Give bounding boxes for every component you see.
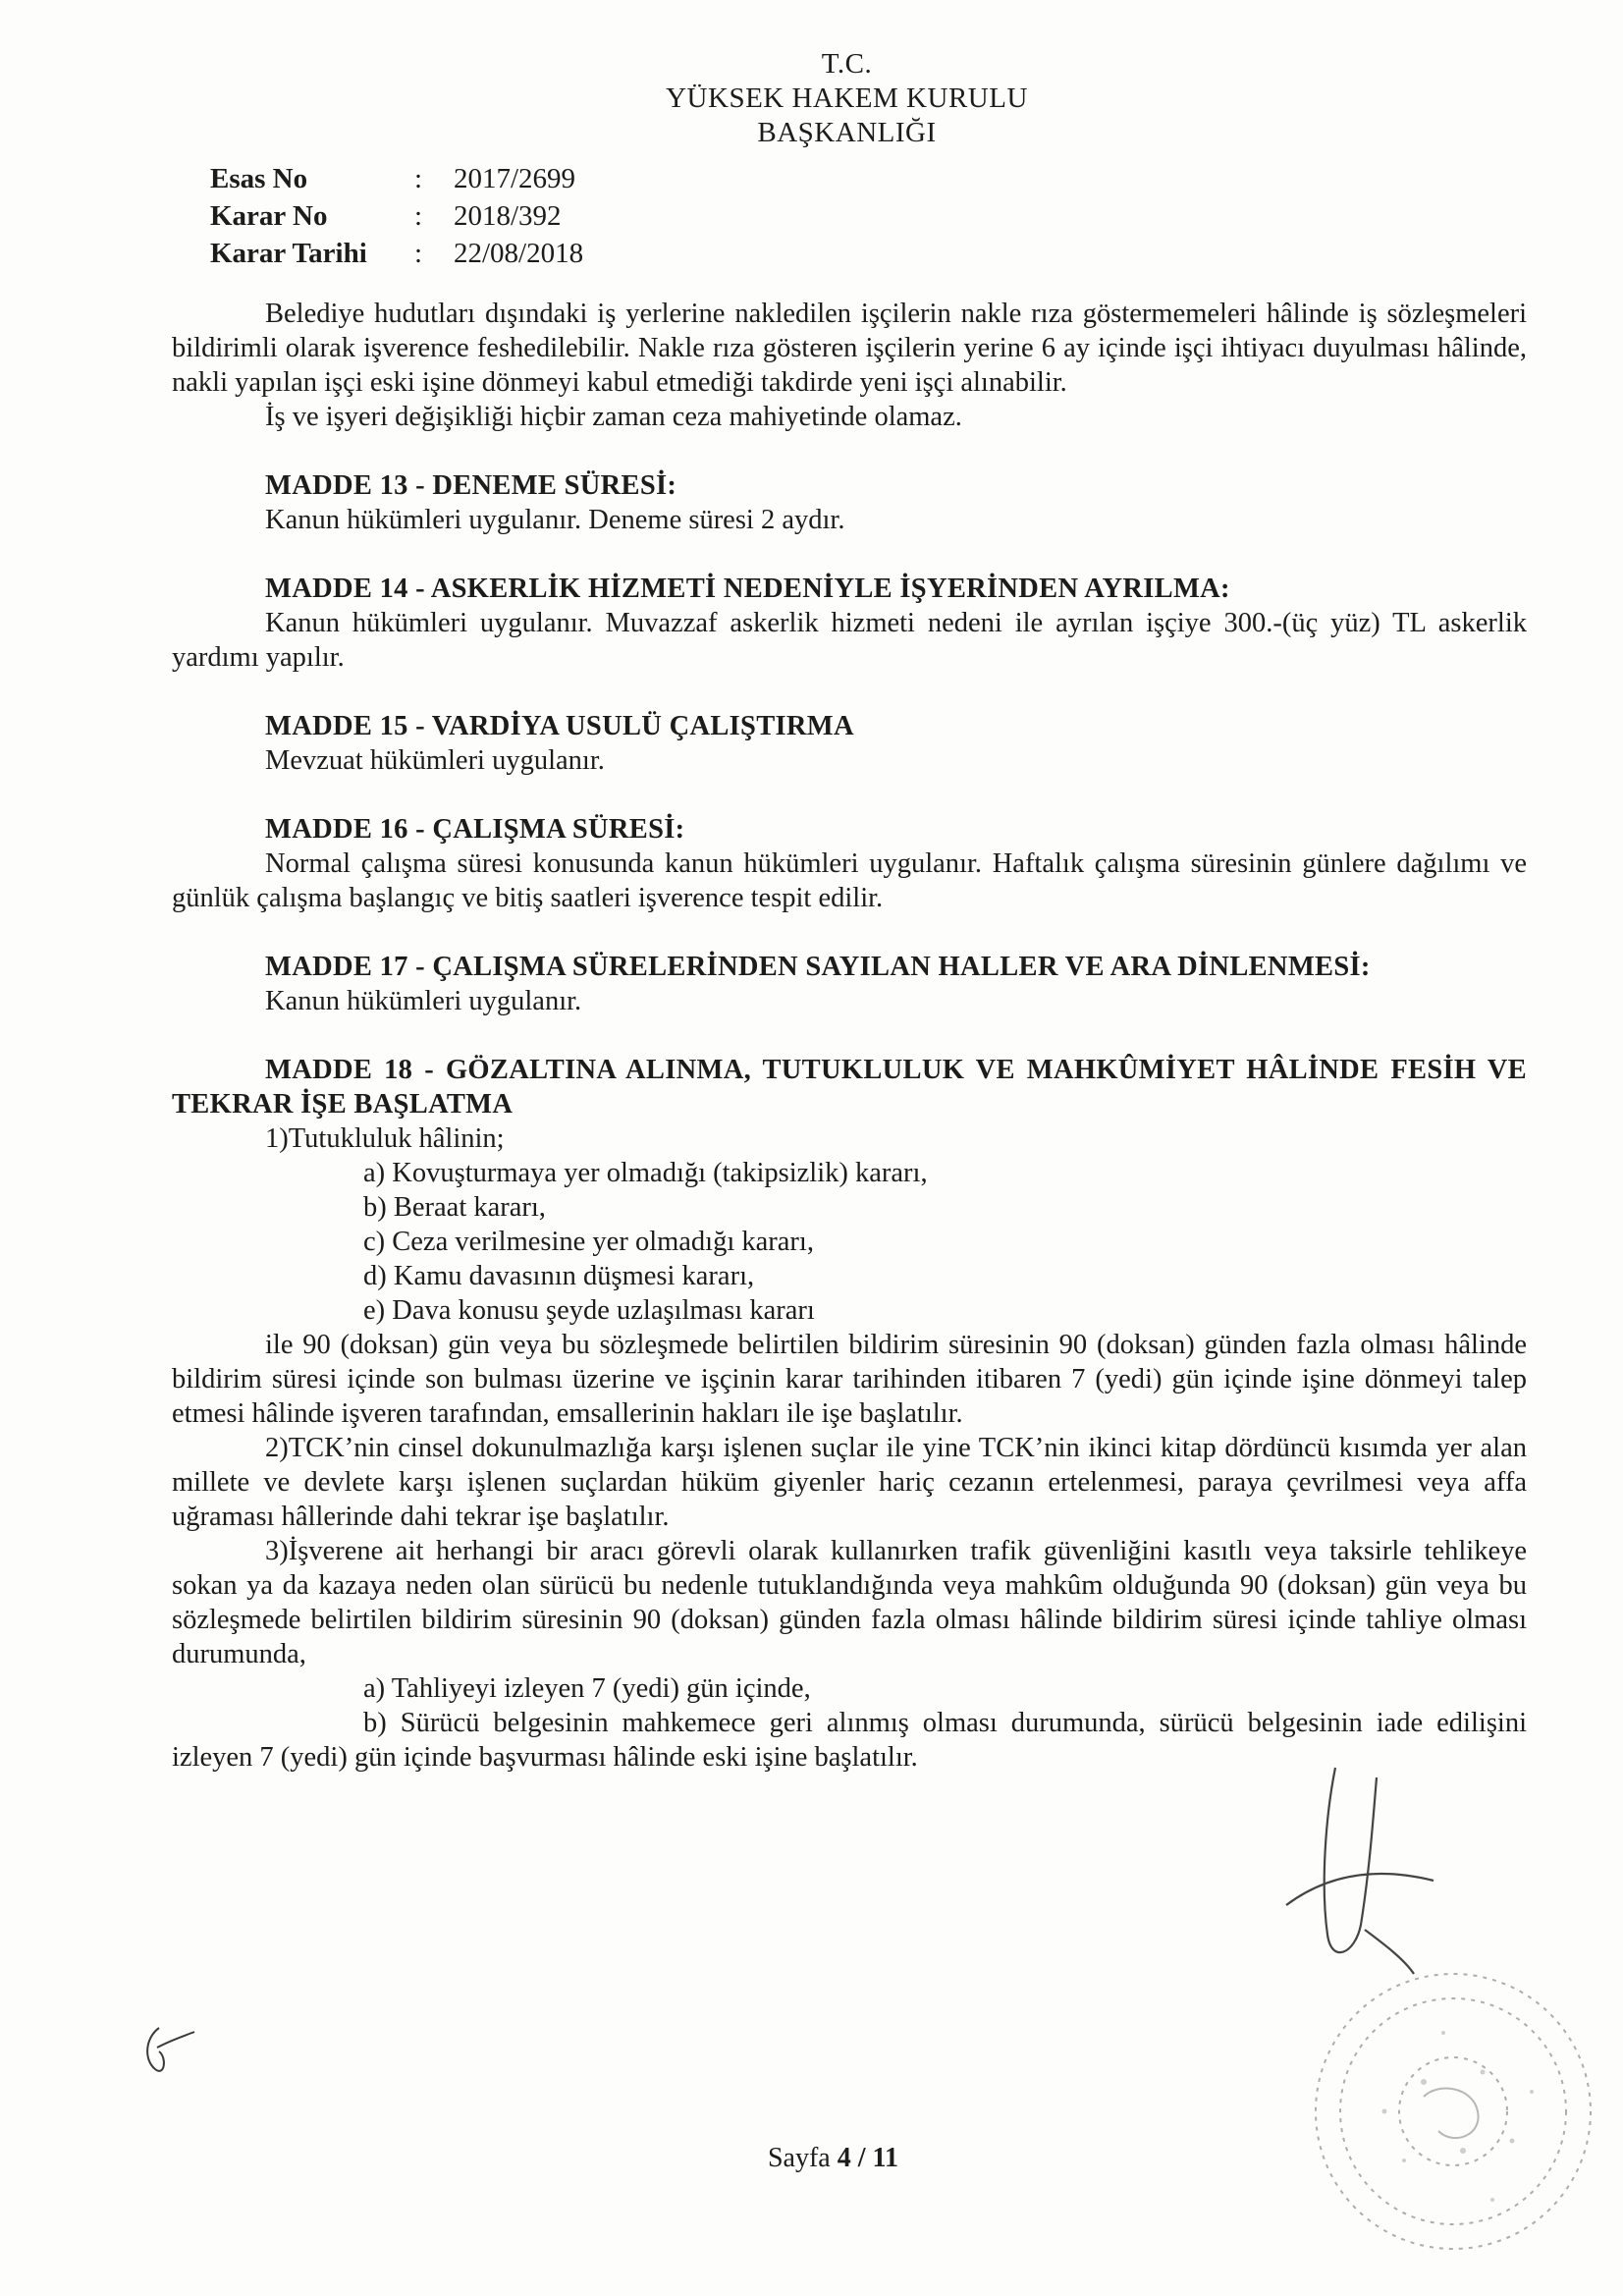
header-line-presidency: BAŞKANLIĞI — [757, 117, 937, 148]
article-15-title: MADDE 15 - VARDİYA USULÜ ÇALIŞTIRMA — [265, 711, 854, 741]
meta-value: 22/08/2018 — [454, 238, 584, 269]
meta-row-tarih: Karar Tarihi : 22/08/2018 — [210, 235, 583, 272]
header-line-tc: T.C. — [821, 48, 873, 80]
article-16-title: MADDE 16 - ÇALIŞMA SÜRESİ: — [265, 814, 685, 845]
list-item: b) Beraat kararı, — [363, 1192, 546, 1223]
article-13-title: MADDE 13 - DENEME SÜRESİ: — [265, 470, 677, 501]
meta-label: Karar No — [210, 200, 328, 232]
document-header — [0, 47, 1623, 150]
article-18-title: MADDE 18 - GÖZALTINA ALINMA, TUTUKLULUK VE MAHKÛMİYET HÂLİNDE FESİH VE TEKRAR İŞE BAŞLATMA — [172, 1055, 1527, 1120]
article-18-s3-text: 3)İşverene ait herhangi bir aracı görevli olarak kullanırken trafik güvenliğini kasıtlı veya taksirle tehlikeye sokan ya da kazaya neden olan sürücü bu nedenle tutuklandığında veya mahkûm olduğunda 90 (doksan) gün veya bu sözleşmede belirtilen bildirim süresinin 90 (doksan) günden fazla olması hâlinde bildirim süresi içinde tahliye olması durumunda, — [172, 1536, 1527, 1669]
page-separator: / — [857, 2143, 866, 2173]
article-18-s2-text: 2)TCK’nin cinsel dokunulmazlığa karşı işlenen suçlar ile yine TCK’nin ikinci kitap dördüncü kısımda yer alan millete ve devlete karşı işlenen suçlardan hüküm giyenler hariç cezanın ertelenmesi, paraya çevrilmesi veya affa uğraması hâllerinde dahi tekrar işe başlatılır. — [172, 1433, 1527, 1532]
list-item: e) Dava konusu şeyde uzlaşılması kararı — [363, 1295, 815, 1326]
meta-label: Karar Tarihi — [210, 238, 367, 269]
page-total: 11 — [872, 2143, 898, 2173]
article-18-s1-text: ile 90 (doksan) gün veya bu sözleşmede belirtilen bildirim süresinin 90 (doksan) günden fazla olması hâlinde bildirim süresi içinde son bulması üzerine ve işçinin karar tarihinden itibaren 7 (yedi) gün içinde işine dönmeyi talep etmesi hâlinde işveren tarafından, emsallerinin hakları ile işe başlatılır. — [172, 1330, 1527, 1429]
article-17-text: Kanun hükümleri uygulanır. — [265, 986, 582, 1016]
article-15-text: Mevzuat hükümleri uygulanır. — [265, 745, 605, 776]
article-18-s1-intro: 1)Tutukluluk hâlinin; — [265, 1123, 505, 1154]
meta-value: 2018/392 — [454, 200, 562, 232]
header-line-institution: YÜKSEK HAKEM KURULU — [666, 82, 1028, 114]
list-item: a) Kovuşturmaya yer olmadığı (takipsizlik) kararı, — [363, 1158, 928, 1188]
article-13-text: Kanun hükümleri uygulanır. Deneme süresi 2 aydır. — [265, 505, 845, 535]
page-current: 4 — [837, 2143, 851, 2173]
meta-row-karar: Karar No : 2018/392 — [210, 197, 583, 235]
case-meta — [210, 160, 583, 272]
article-16-text: Normal çalışma süresi konusunda kanun hükümleri uygulanır. Haftalık çalışma süresinin günlere dağılımı ve günlük çalışma başlangıç ve bitiş saatleri işverence tespit edilir. — [172, 848, 1527, 913]
list-item: d) Kamu davasının düşmesi kararı, — [363, 1261, 755, 1291]
page-prefix: Sayfa — [767, 2143, 831, 2173]
list-item: a) Tahliyeyi izleyen 7 (yedi) gün içinde, — [363, 1673, 811, 1704]
list-item: b) Sürücü belgesinin mahkemece geri alınmış olması durumunda, sürücü belgesinin iade edilişini izleyen 7 (yedi) gün içinde başvurması hâlinde eski işine başlatılır. — [172, 1708, 1527, 1773]
article-17-title: MADDE 17 - ÇALIŞMA SÜRELERİNDEN SAYILAN HALLER VE ARA DİNLENMESİ: — [265, 952, 1371, 982]
intro-paragraph-1: Belediye hudutları dışındaki iş yerlerine nakledilen işçilerin nakle rıza göstermemeleri hâlinde iş sözleşmeleri bildirimli olarak işverence feshedilebilir. Nakle rıza gösteren işçilerin yerine 6 ay içinde işçi ihtiyacı duyulması hâlinde, nakli yapılan işçi eski işine dönmeyi kabul etmediği takdirde yeni işçi alınabilir. — [172, 299, 1527, 398]
list-item: c) Ceza verilmesine yer olmadığı kararı, — [363, 1227, 814, 1257]
official-seal-stamp — [1306, 1925, 1600, 2288]
handwritten-initial-mark — [137, 2018, 206, 2087]
meta-row-esas: Esas No : 2017/2699 — [210, 160, 583, 197]
article-14-title: MADDE 14 - ASKERLİK HİZMETİ NEDENİYLE İŞYERİNDEN AYRILMA: — [265, 574, 1230, 604]
intro-paragraph-2: İş ve işyeri değişikliği hiçbir zaman ceza mahiyetinde olamaz. — [265, 402, 962, 432]
article-14-text: Kanun hükümleri uygulanır. Muvazzaf askerlik hizmeti nedeni ile ayrılan işçiye 300.-(üç yüz) TL askerlik yardımı yapılır. — [172, 608, 1527, 673]
meta-label: Esas No — [210, 163, 308, 194]
meta-value: 2017/2699 — [454, 163, 576, 194]
document-body — [172, 297, 1527, 1775]
